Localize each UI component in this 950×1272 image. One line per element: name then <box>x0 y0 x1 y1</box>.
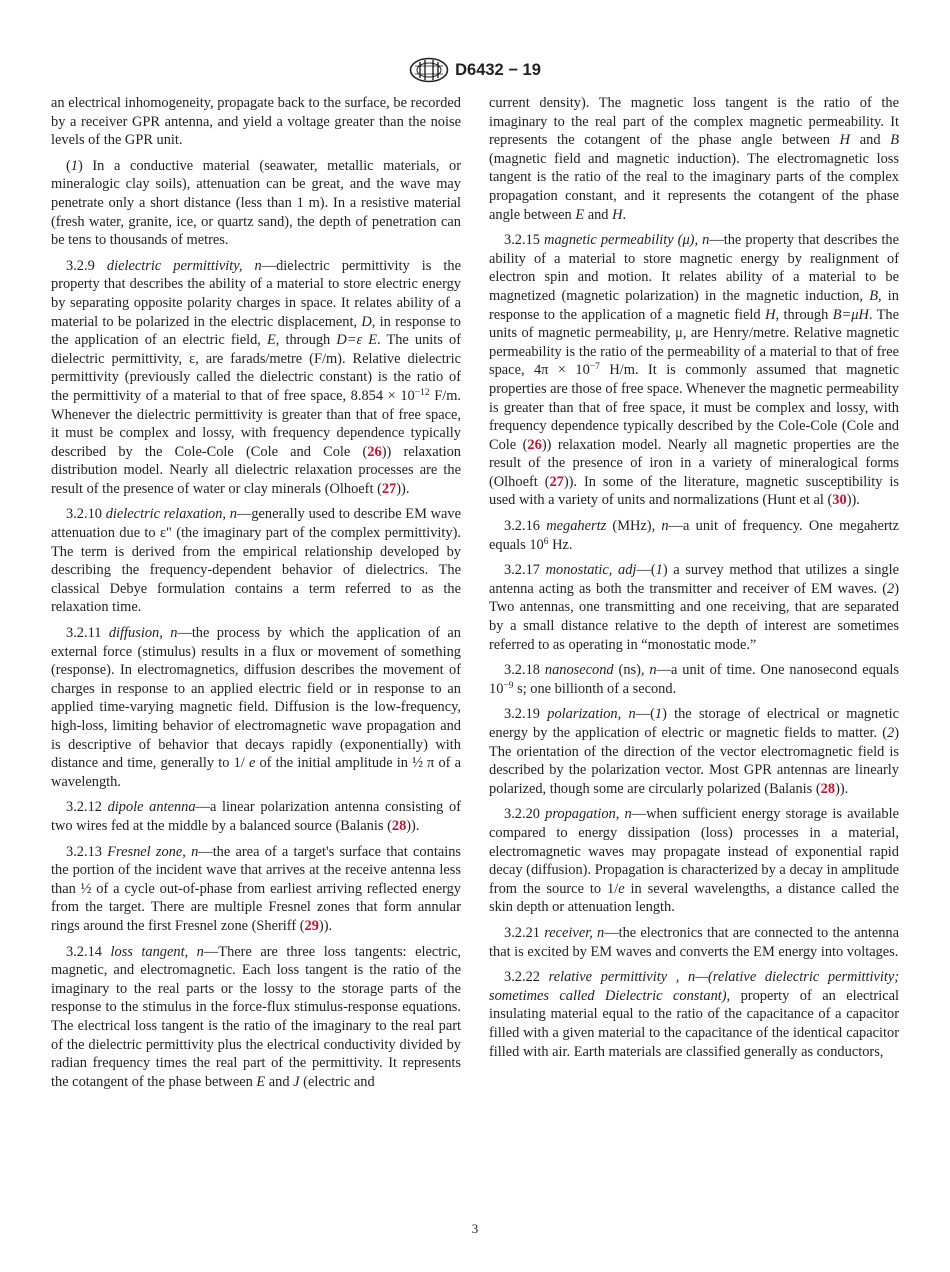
left-column <box>51 94 461 1091</box>
paragraph: an electrical inhomogeneity, propagate back to the surface, be recorded by a receiver GPR antenna, and yield a voltage greater than the noise levels of the GPR unit. <box>51 95 461 149</box>
right-column <box>489 94 899 1061</box>
document-id: D6432 − 19 <box>455 60 541 79</box>
reference-link[interactable]: 26 <box>527 436 542 453</box>
definition-3-2-11: 3.2.11 diffusion, n—the process by which the application of an external force (stimulus) results in a flux or movement of something (response). In electromagnetics, diffusion describes the movement of charges in response to an applied electric field or in response to an applied time-varying magnetic field. Diffusion is the low-frequency, high-loss, limiting behavior of electromagnetic wave propagation and is descriptive of behavior that decays rapidly (exponentially) with distance and time, generally to 1/ e of the initial amplitude in ½ π of a wavelength. <box>51 625 461 790</box>
definition-3-2-10: 3.2.10 dielectric relaxation, n—generally used to describe EM wave attenuation due to ε" (the imaginary part of the complex permittivity). The term is derived from the empirical relationship developed by describing the frequency-dependent behavior of dielectrics. The classical Debye formulation contains a term referred to as the relaxation time. <box>51 506 461 616</box>
definition-3-2-12: 3.2.12 dipole antenna—a linear polarization antenna consisting of two wires fed at the middle by a balanced source (Balanis (28)). <box>51 799 461 834</box>
definition-3-2-21: 3.2.21 receiver, n—the electronics that are connected to the antenna that is excited by EM waves and converts the EM energy into voltages. <box>489 924 899 960</box>
definition-3-2-19: 3.2.19 polarization, n—(1) the storage of electrical or magnetic energy by the application of electric or magnetic fields to matter. (2) The orientation of the direction of the vector electromagnetic field is described by the polarization vector. Most GPR antennas are linearly polarized, though some are circularly polarized (Balanis (28)). <box>489 706 899 797</box>
reference-link[interactable]: 27 <box>549 473 564 490</box>
reference-link[interactable]: 26 <box>367 443 382 460</box>
definition-3-2-17: 3.2.17 monostatic, adj—(1) a survey method that utilizes a single antenna acting as both the transmitter and receiver of EM waves. (2) Two antennas, one transmitting and one receiving, that are separated by a small distance relative to the depth of interest are sometimes referred to as operating in “monostatic mode.” <box>489 562 899 653</box>
definition-3-2-20: 3.2.20 propagation, n—when sufficient energy storage is available compared to energy dissipation (loss) processes in a material, electromagnetic waves may propagate instead of exponential rapid decay (diffusion). Propagation is characterized by a decay in amplitude from the source to 1/e in several wavelengths, a distance called the skin depth or attenuation length. <box>489 806 900 916</box>
reference-link[interactable]: 30 <box>832 492 847 509</box>
definition-3-2-13: 3.2.13 Fresnel zone, n—the area of a target's surface that contains the portion of the incident wave that arrives at the receive antenna less than ½ of a cycle out-of-phase from earliest arriving reflected energy from the target. There are multiple Fresnel zones that form annular rings around the first Fresnel zone (Sheriff (29)). <box>51 843 462 934</box>
astm-logo-icon <box>409 57 449 83</box>
definition-3-2-22: 3.2.22 relative permittivity , n—(relative dielectric permittivity; sometimes called Dielectric constant), property of an electrical insulating material equal to the ratio of the capacitance of a capacitor filled with a given material to the capacitance of the identical capacitor filled with air. Earth materials are classified generally as conductors, <box>489 969 900 1060</box>
reference-link[interactable]: 28 <box>391 817 407 834</box>
page-header <box>0 56 950 84</box>
definition-3-2-14: 3.2.14 loss tangent, n—There are three loss tangents: electric, magnetic, and electromagnetic. Each loss tangent is the ratio of the imaginary to the real parts or the lossy to the storage parts of the response to the stimulus in the force-flux stimulus-response equations. The electrical loss tangent is the ratio of the imaginary to the real part of the dielectric permittivity plus the electrical conductivity divided by radian frequency times the real part of the permittivity. It represents the cotangent of the phase between E and J (electric and <box>51 943 462 1090</box>
paragraph: current density). The magnetic loss tangent is the ratio of the imaginary to the real part of the complex magnetic permeability. It represents the cotangent of the phase angle between H and B (magnetic field and magnetic induction). The electromagnetic loss tangent is the ratio of the real to the imaginary parts of the complex propagation constant, and it represents the cotangent of the phase angle between E and H. <box>489 95 899 223</box>
page-number: 3 <box>471 1221 479 1236</box>
paragraph: (1) In a conductive material (seawater, metallic materials, or mineralogic clay soils), attenuation can be great, and the wave may penetrate only a short distance (less than 1 m). In a resistive material (fresh water, granite, ice, or quartz sand), the depth of penetration can be tens to thousands of metres. <box>51 157 461 249</box>
reference-link[interactable]: 28 <box>820 780 836 797</box>
definition-3-2-18: 3.2.18 nanosecond (ns), n—a unit of time. One nanosecond equals $10^{-9}$ s; one billionth of a second. <box>489 662 899 697</box>
definition-3-2-15: 3.2.15 magnetic permeability (μ), n—the property that describes the ability of a material to store magnetic energy by realignment of electron spin and motion. It relates ability of a material to be magnetized (magnetic polarization) in the magnetic induction, B, in response to the application of a magnetic field H, through B=μH. The units of magnetic permeability, μ, are Henry/metre. Relative magnetic permeability is the ratio of the permeability of a material to that of free space, $4\pi \times 10^{-7}$ H/m. It is commonly assumed that magnetic properties are those of free space. Whenever the magnetic permeability is greater than that of free space, it must be complex and lossy, with frequency dependence typically described by the Cole-Cole (Cole and Cole (26)) relaxation model. Nearly all magnetic properties are the result of the presence of iron in a variety of mineralogical forms (Olhoeft (27)). In some of the literature, magnetic susceptibility is used with a variety of units and normalizations (Hunt et al (30)). <box>489 232 900 509</box>
reference-link[interactable]: 27 <box>381 480 397 497</box>
definition-3-2-9: 3.2.9 dielectric permittivity, n—dielectric permittivity is the property that describes the ability of a material to store electric energy by separating opposite polarity charges in space. It relates ability of a material to be polarized in the electric displacement, D, in response to the application of an electric field, E, through D=ε E. The units of dielectric permittivity, ε, are farads/metre (F/m). Relative dielectric permittivity (previously called the dielectric constant) is the ratio of the permittivity of a material to that of free space, $8.854 \times 10^{-12}$ F/m. Whenever the dielectric permittivity is greater than that of free space, it must be complex and lossy, with frequency dependence typically described by the Cole-Cole (Cole and Cole (26)) relaxation distribution model. Nearly all dielectric relaxation processes are the result of the presence of water or clay minerals (Olhoeft (27)). <box>51 257 462 497</box>
reference-link[interactable]: 29 <box>304 917 319 934</box>
definition-3-2-16: 3.2.16 megahertz (MHz), n—a unit of frequency. One megahertz equals $10^6$ Hz. <box>489 518 900 553</box>
